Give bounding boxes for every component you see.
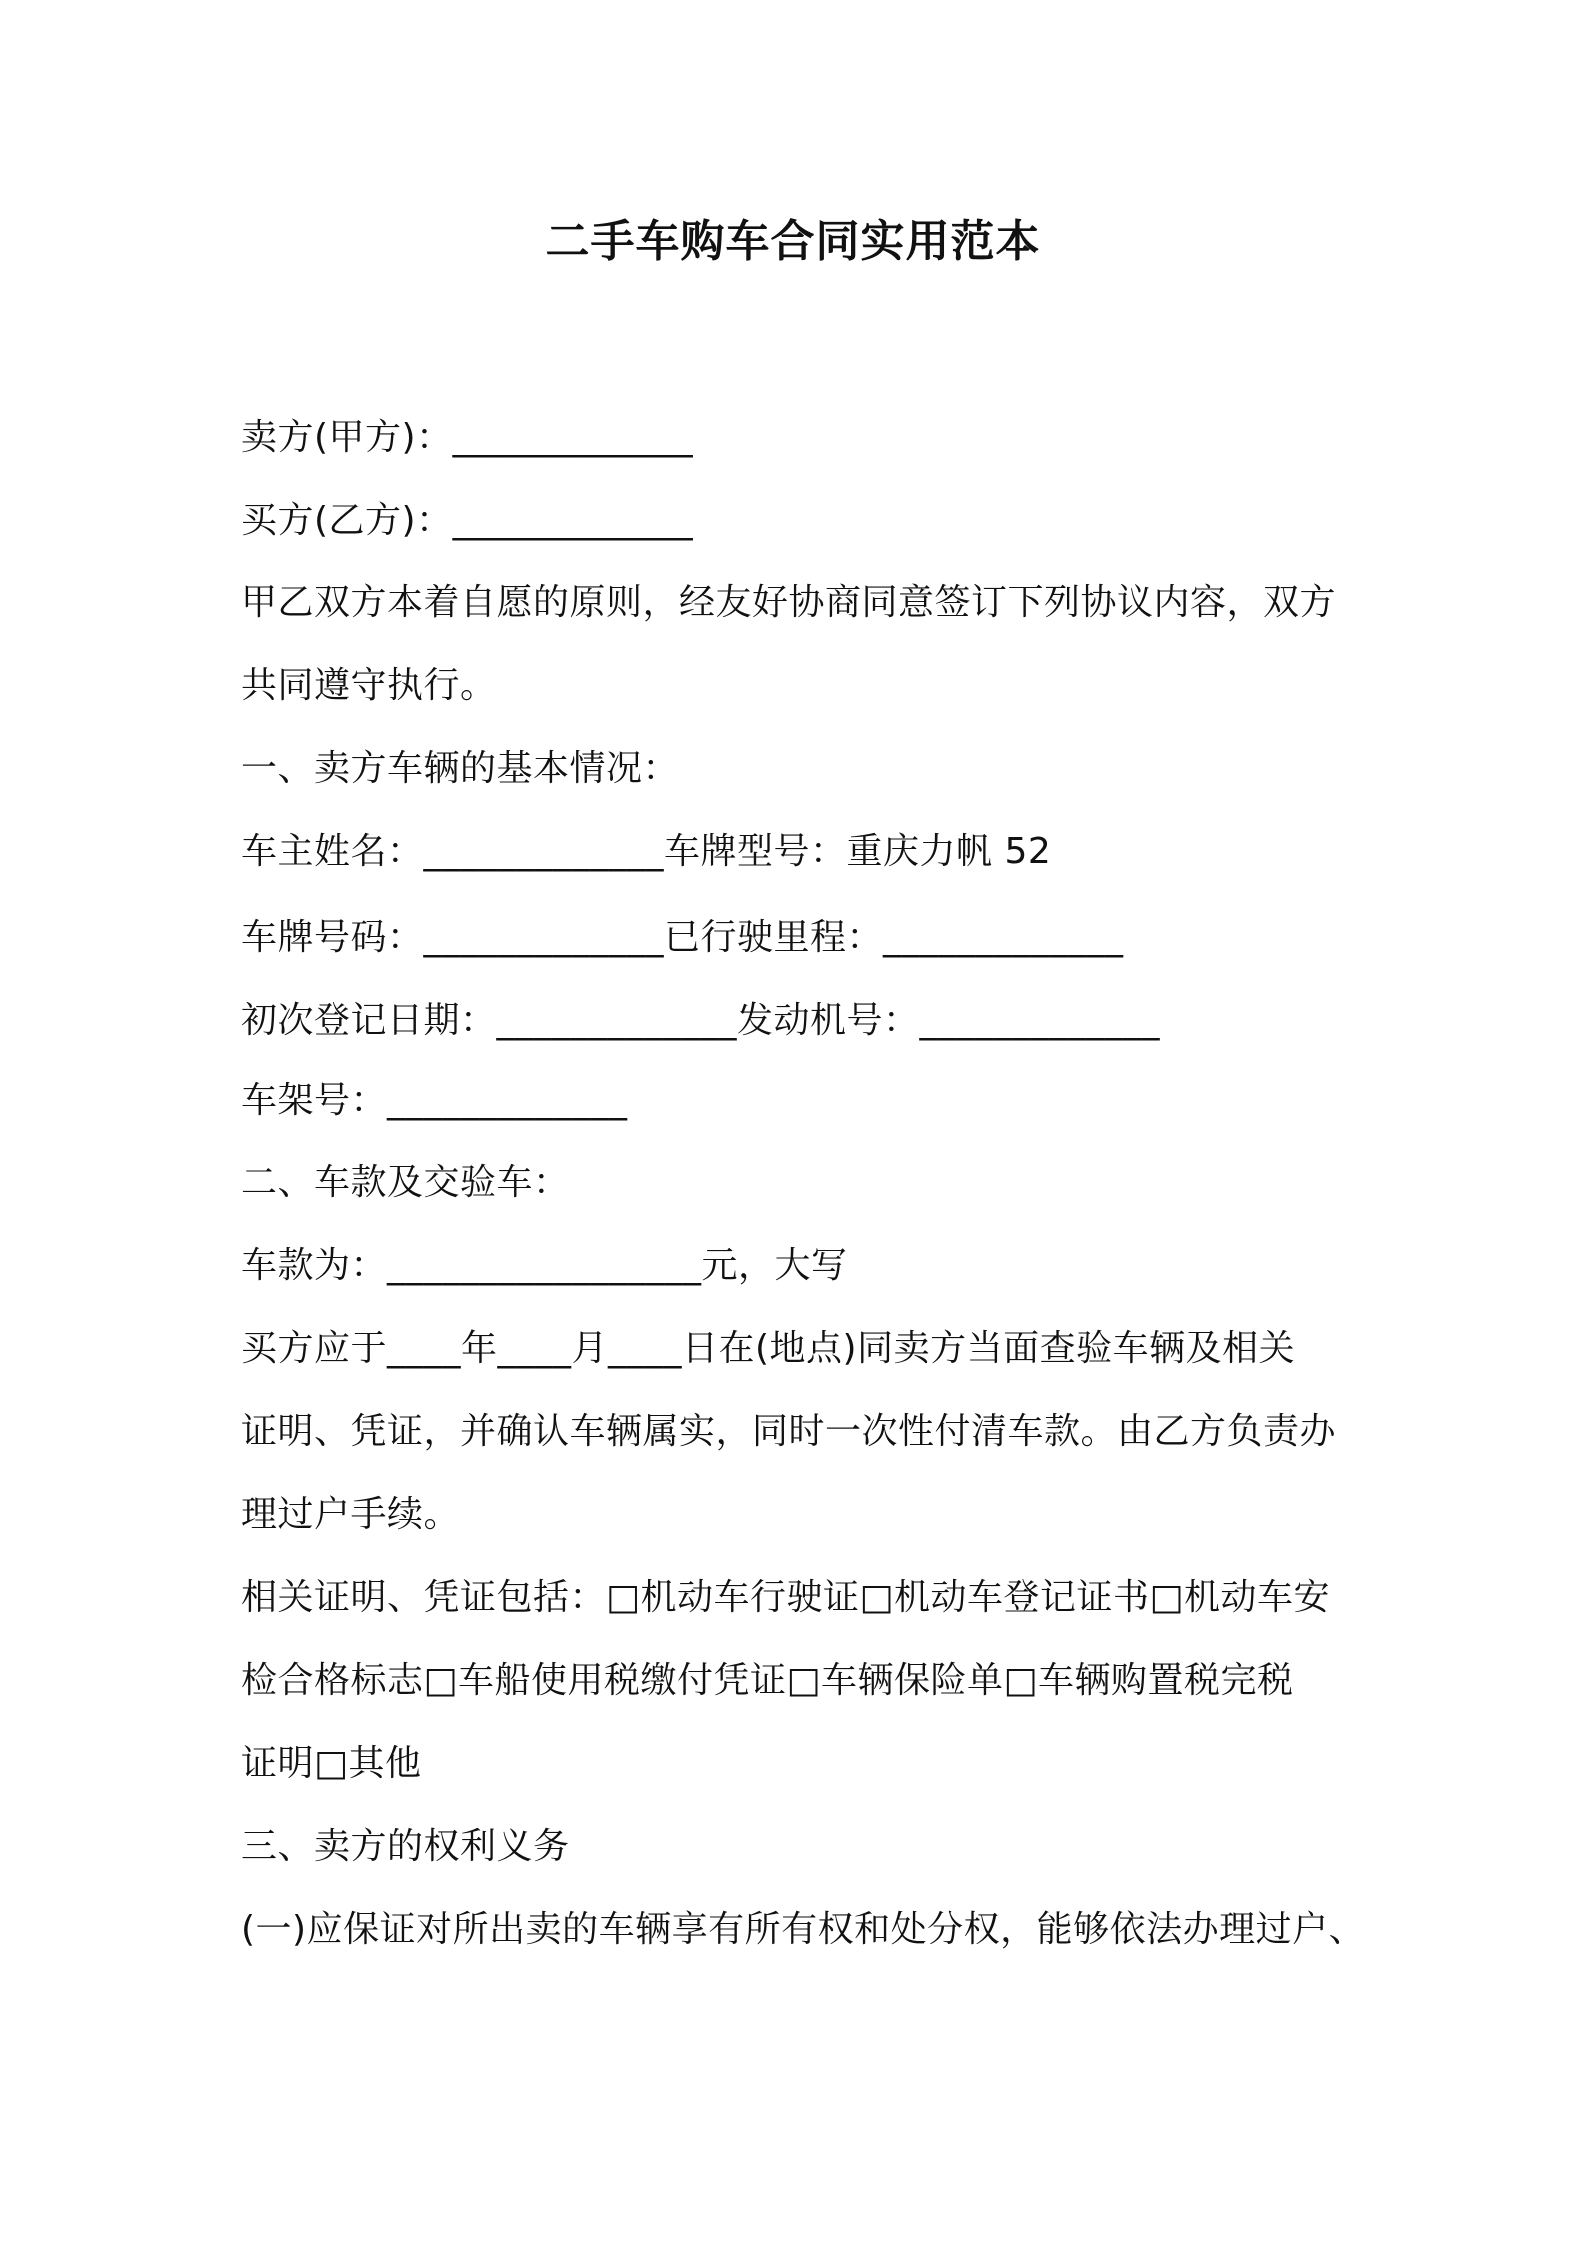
seller-obligation-line-1: (一)应保证对所出卖的车辆享有所有权和处分权，能够依法办理过户、 <box>241 1909 1366 1950</box>
section-2-heading: 二、车款及交验车： <box>241 1162 570 1203</box>
seller-party-line: 卖方(甲方)：_____________ <box>241 417 694 458</box>
preamble-line-1: 甲乙双方本着自愿的原则，经友好协商同意签订下列协议内容，双方 <box>241 582 1337 623</box>
plate-mileage-line: 车牌号码：_____________已行驶里程：_____________ <box>241 917 1124 958</box>
certificates-line-2: 检合格标志□车船使用税缴付凭证□车辆保险单□车辆购置税完税 <box>241 1660 1294 1701</box>
certificates-line-1: 相关证明、凭证包括：□机动车行驶证□机动车登记证书□机动车安 <box>241 1577 1331 1618</box>
inspection-line-2: 证明、凭证，并确认车辆属实，同时一次性付清车款。由乙方负责办 <box>241 1411 1337 1452</box>
registration-engine-line: 初次登记日期：_____________发动机号：_____________ <box>241 1000 1161 1041</box>
document-title: 二手车购车合同实用范本 <box>545 216 1041 267</box>
price-line: 车款为：_________________元，大写 <box>241 1245 848 1286</box>
section-1-heading: 一、卖方车辆的基本情况： <box>241 748 680 789</box>
inspection-line-1: 买方应于____年____月____日在(地点)同卖方当面查验车辆及相关 <box>241 1328 1296 1369</box>
certificates-line-3: 证明□其他 <box>241 1743 422 1784</box>
owner-model-line: 车主姓名：_____________车牌型号：重庆力帆 52 <box>241 831 1052 872</box>
preamble-line-2: 共同遵守执行。 <box>241 665 497 706</box>
section-3-heading: 三、卖方的权利义务 <box>241 1826 570 1867</box>
buyer-party-line: 买方(乙方)：_____________ <box>241 500 694 541</box>
chassis-number-line: 车架号：_____________ <box>241 1080 628 1121</box>
inspection-line-3: 理过户手续。 <box>241 1494 461 1535</box>
